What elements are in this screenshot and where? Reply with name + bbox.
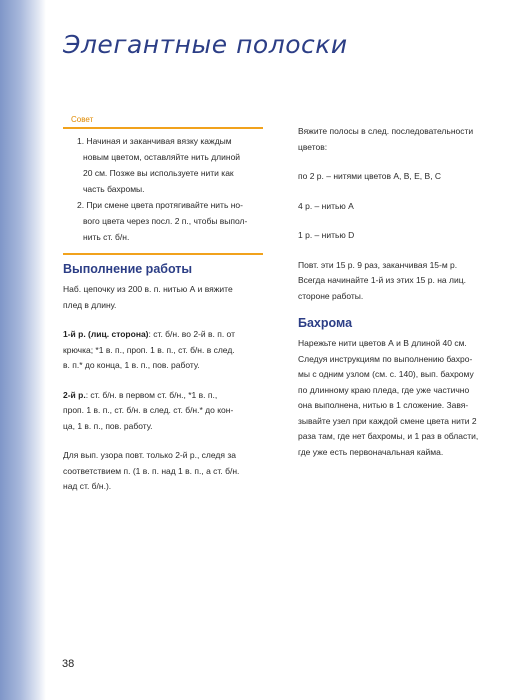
stripes-repeat-line: Всегда начинайте 1-й из этих 15 р. на лиц. — [298, 275, 466, 285]
fringe-instructions — [298, 336, 498, 460]
stripes-repeat — [298, 258, 498, 305]
page-title: Элегантные полоски — [63, 30, 348, 59]
stripes-seq-1: по 2 р. – нитями цветов А, В, Е, В, С — [298, 171, 442, 181]
fringe-line: она выполнена, нитью в 1 сложение. Завя- — [298, 400, 469, 410]
stripes-repeat-line: стороне работы. — [298, 290, 364, 301]
tip-line: 1. Начиная и заканчивая вязку каждым — [77, 136, 232, 146]
row1-line: крючка; *1 в. п., проп. 1 в. п., ст. б/н. в след. — [63, 344, 235, 355]
stripes-intro-line: цветов: — [298, 141, 328, 152]
row2-line: проп. 1 в. п., ст. б/н. в след. ст. б/н.* до кон- — [63, 405, 234, 415]
fringe-line: мы с одним узлом (см. с. 140), вып. бахрому — [298, 369, 474, 379]
tip-line: новым цветом, оставляйте нить длиной — [83, 152, 241, 162]
fringe-line: Следуя инструкциям по выполнению бахро- — [298, 353, 473, 364]
pattern-line: над ст. б/н.). — [63, 481, 112, 491]
row2-instructions — [63, 388, 278, 435]
tip-body — [63, 129, 263, 251]
fringe-line: зывайте узел при каждой смене цвета нити 2 — [298, 415, 477, 426]
row2-line: ца, 1 в. п., пов. работу. — [63, 420, 153, 431]
row2-line: : ст. б/н. в первом ст. б/н., *1 в. п., — [85, 389, 218, 400]
pattern-instructions — [63, 448, 278, 495]
work-intro-line: Наб. цепочку из 200 в. п. нитью А и вяжите — [63, 284, 233, 294]
right-column — [298, 124, 498, 474]
stripes-repeat-line: Повт. эти 15 р. 9 раз, заканчивая 15-м р. — [298, 259, 458, 270]
work-intro-line: плед в длину. — [63, 299, 117, 310]
row2-label: 2-й р. — [63, 389, 86, 400]
page-number: 38 — [62, 658, 75, 670]
row1-instructions — [63, 327, 278, 374]
fringe-line: Нарежьте нити цветов А и В длиной 40 см. — [298, 338, 467, 348]
pattern-line: соответствием п. (1 в. п. над 1 в. п., а ст. б/н. — [63, 465, 240, 476]
tip-line: вого цвета через посл. 2 п., чтобы выпол- — [83, 216, 248, 226]
tip-box — [63, 115, 263, 255]
row1-line: : ст. б/н. во 2-й в. п. от — [148, 329, 235, 339]
work-intro — [63, 282, 278, 313]
fringe-line: раза там, где нет бахромы, и 1 раз в области, — [298, 431, 479, 441]
stripes-intro-line: Вяжите полосы в след. последовательности — [298, 126, 474, 136]
work-heading: Выполнение работы — [63, 262, 193, 276]
tip-line: 20 см. Позже вы используете нити как — [83, 168, 234, 178]
pattern-line: Для вып. узора повт. только 2-й р., следя за — [63, 450, 236, 460]
stripes-seq-2: 4 р. – нитью А — [298, 200, 354, 211]
row1-line: в. п.* до конца, 1 в. п., пов. работу. — [63, 360, 200, 370]
page-edge-gradient — [0, 0, 46, 700]
fringe-line: где уже есть первоначальная кайма. — [298, 446, 444, 457]
fringe-heading: Бахрома — [298, 316, 353, 330]
stripes-seq-3: 1 р. – нитью D — [298, 230, 355, 240]
fringe-line: по длинному краю пледа, где уже частично — [298, 384, 470, 395]
tip-bottom-rule — [63, 253, 263, 255]
stripes-intro — [298, 124, 498, 155]
tip-line: часть бахромы. — [83, 184, 145, 194]
tip-line: нить ст. б/н. — [83, 232, 130, 242]
tip-header: Совет — [71, 115, 94, 124]
left-column — [63, 262, 278, 509]
row1-label: 1-й р. (лиц. сторона) — [63, 329, 149, 339]
tip-line: 2. При смене цвета протягивайте нить но- — [77, 200, 243, 210]
